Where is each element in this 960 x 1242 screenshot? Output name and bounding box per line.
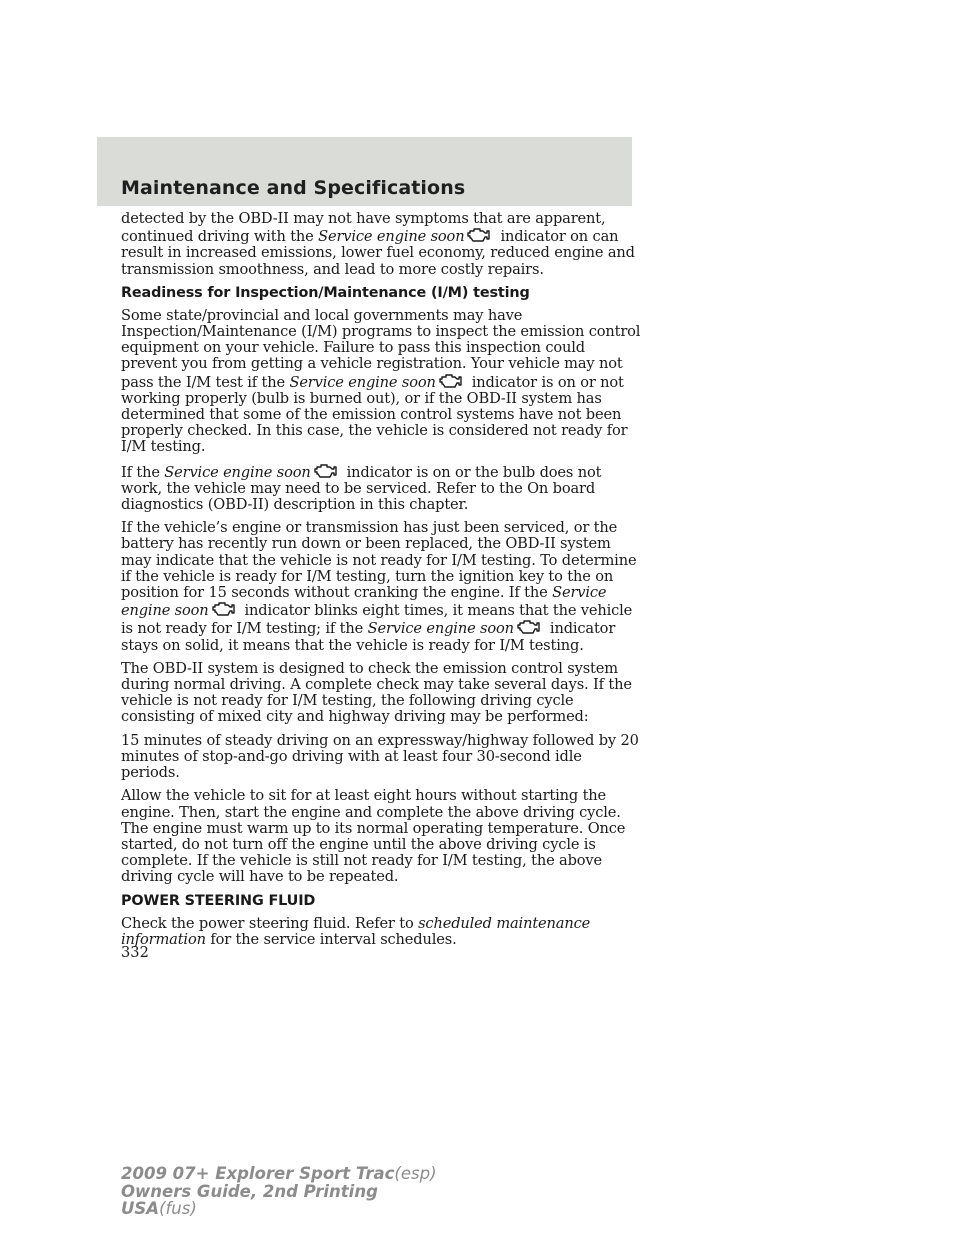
footer-line-edition: Owners Guide, 2nd Printing bbox=[121, 1181, 378, 1201]
paragraph-power-steering: Check the power steering fluid. Refer to scheduled maintenance information for the service interval schedules. bbox=[121, 914, 591, 948]
paragraph-im-programs: Some state/provincial and local governments may have Inspection/Maintenance (I/M) programs to inspect the emission control equipment on your vehicle. Failure to pass this inspection could prevent you from getting a vehicle registration. Your vehicle may not pass the I/M test if the Service engine soon indicator is on or not working properly (bulb is burned out), or if the OBD-II system has determined that some of the emission control systems have not been properly checked. In this case, the vehicle is considered not ready for I/M testing. bbox=[121, 306, 641, 456]
page-number: 332 bbox=[121, 944, 149, 961]
check-engine-icon bbox=[437, 373, 463, 389]
heading-im-readiness: Readiness for Inspection/Maintenance (I/M) testing bbox=[121, 284, 530, 301]
document-footer bbox=[121, 1165, 437, 1218]
paragraph-indicator-on: If the Service engine soon indicator is on or the bulb does not work, the vehicle may need to be serviced. Refer to the On board diagnostics (OBD-II) description in this chapter. bbox=[121, 463, 602, 514]
paragraph-readiness-check: If the vehicle’s engine or transmission has just been serviced, or the battery has recently run down or been replaced, the OBD-II system may indicate that the vehicle is not ready for I/M testing. To determine if the vehicle is ready for I/M testing, turn the ignition key to the on position for 15 seconds without cranking the engine. If the Service engine soon indicator blinks eight times, it means that the vehicle is not ready for I/M testing; if the Service engine soon indicator stays on solid, it means that the vehicle is ready for I/M testing. bbox=[121, 519, 637, 654]
section-title: Maintenance and Specifications bbox=[121, 177, 466, 199]
paragraph-obd-symptoms: detected by the OBD-II may not have symptoms that are apparent, continued driving with the Service engine soon indicator on can result in increased emissions, lower fuel economy, reduced engine and transmission smoothness, and lead to more costly repairs. bbox=[121, 210, 635, 278]
section-header bbox=[97, 137, 632, 206]
check-engine-icon bbox=[515, 619, 541, 635]
paragraph-repeat-cycle: Allow the vehicle to sit for at least eight hours without starting the engine. Then, start the engine and complete the above driving cycle. The engine must warm up to its normal operating temperature. Once started, do not turn off the engine until the above driving cycle is complete. If the vehicle is still not ready for I/M testing, the above driving cycle will have to be repeated. bbox=[121, 787, 626, 886]
footer-line-model: 2009 07+ Explorer Sport Trac(esp) bbox=[121, 1164, 437, 1183]
paragraph-obd-design: The OBD-II system is designed to check the emission control system during normal driving. A complete check may take several days. If the vehicle is not ready for I/M testing, the following driving cycle consisting of mixed city and highway driving may be performed: bbox=[121, 659, 632, 726]
footer-line-region: USA(fus) bbox=[121, 1199, 197, 1218]
check-engine-icon bbox=[210, 601, 236, 617]
check-engine-icon bbox=[465, 227, 491, 243]
paragraph-driving-cycle: 15 minutes of steady driving on an expressway/highway followed by 20 minutes of stop-and-go driving with at least four 30-second idle periods. bbox=[121, 731, 639, 782]
check-engine-icon bbox=[312, 463, 338, 479]
heading-power-steering: POWER STEERING FLUID bbox=[121, 892, 316, 909]
page-content bbox=[121, 211, 641, 955]
